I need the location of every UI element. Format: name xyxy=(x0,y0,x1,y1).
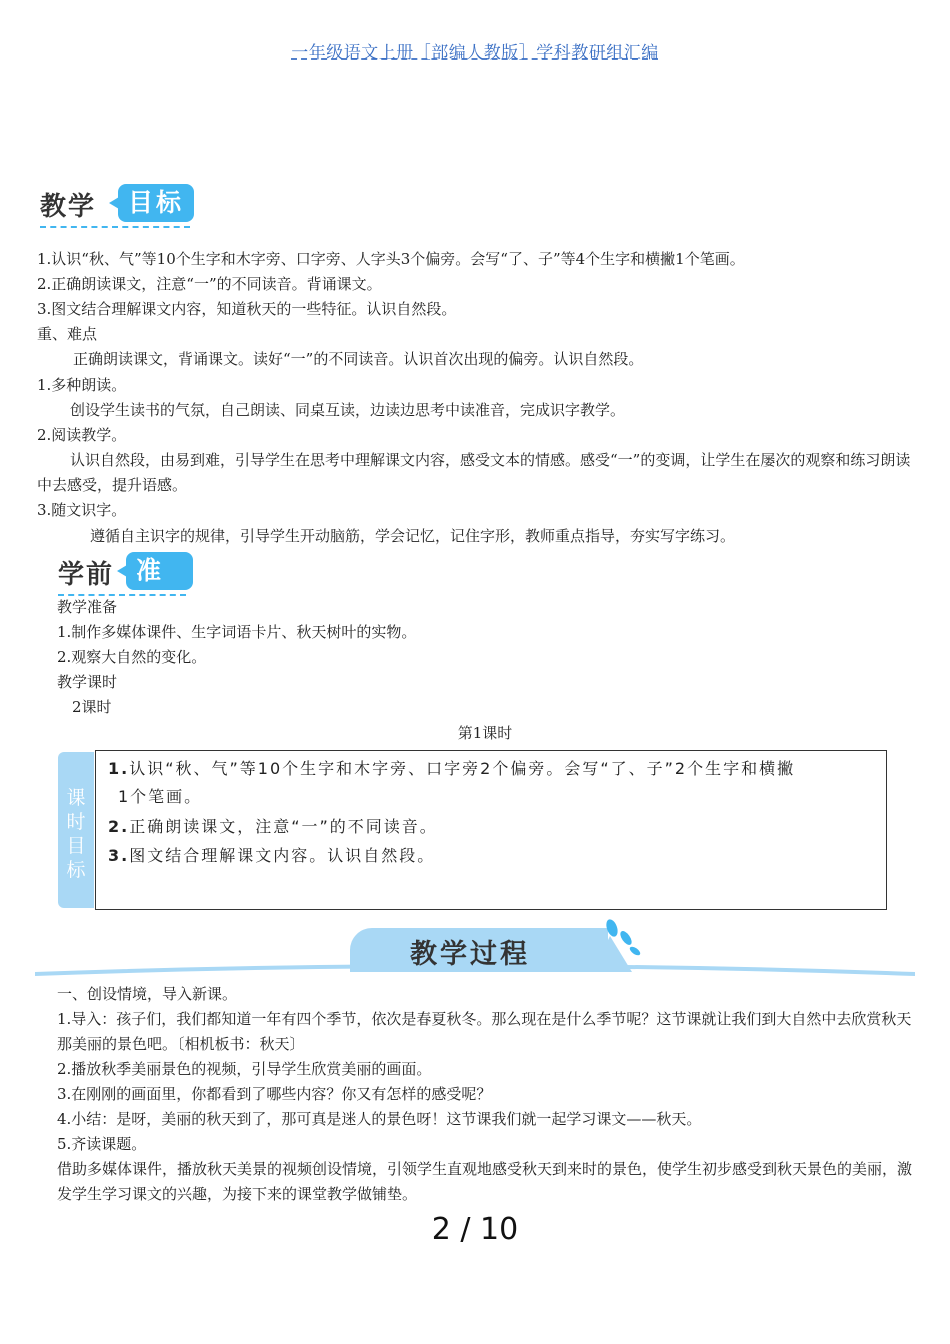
page-indicator: 2 / 10 xyxy=(431,1212,519,1247)
method-text-2: 认识自然段，由易到难，引导学生在思考中理解课文内容，感受文本的情感。感受“一”的变调，让学生在屡次的观察和练习朗读中去感受，提升语感。 xyxy=(37,451,911,494)
badge-dark-text: 教学 xyxy=(40,192,97,222)
goal-item-2 xyxy=(108,814,438,837)
objectives-badge xyxy=(40,184,195,224)
document-header: 一年级语文上册［部编人教版］学科教研组汇编 xyxy=(291,43,659,63)
process-item-2: 2.播放秋季美丽景色的视频，引导学生欣赏美丽的画面。 xyxy=(57,1060,432,1078)
periods-heading: 教学课时 xyxy=(57,673,118,691)
goal-num: 1. xyxy=(108,759,130,778)
method-text-1: 创设学生读书的气氛，自己朗读、同桌互读，边读边思考中读准音，完成识字教学。 xyxy=(70,401,626,419)
process-title: 教学过程 xyxy=(410,939,530,970)
process-item-1: 1.导入：孩子们，我们都知道一年有四个季节，依次是春夏秋冬。那么现在是什么季节呢？这节课就让我们到大自然中去欣赏秋天那美丽的景色吧。〔相机板书：秋天〕 xyxy=(57,1010,912,1053)
goal-item-1-cont xyxy=(118,784,202,807)
goal-item-1 xyxy=(108,756,795,779)
process-item-5: 5.齐读课题。 xyxy=(57,1135,147,1153)
objective-line-3: 3.图文结合理解课文内容，知道秋天的一些特征。认识自然段。 xyxy=(37,300,457,318)
prep-item-2: 2.观察大自然的变化。 xyxy=(57,648,207,666)
key-points-heading: 重、难点 xyxy=(37,325,98,343)
process-step-heading: 一、创设情境，导入新课。 xyxy=(57,985,238,1003)
process-summary: 借助多媒体课件，播放秋天美景的视频创设情境，引领学生直观地感受秋天到来时的景色，使学生初步感受到秋天景色的美丽，激发学生学习课文的兴趣，为接下来的课堂教学做铺垫。 xyxy=(57,1160,913,1203)
badge-underline xyxy=(40,226,190,228)
process-item-4: 4.小结：是呀，美丽的秋天到了，那可真是迷人的景色呀！这节课我们就一起学习课文——秋天。 xyxy=(57,1110,702,1128)
method-heading-2: 2.阅读教学。 xyxy=(37,426,127,444)
objective-line-2: 2.正确朗读课文，注意“一”的不同读音。背诵课文。 xyxy=(37,275,382,293)
water-drop-icon xyxy=(592,916,642,972)
goal-num: 3. xyxy=(108,846,130,865)
goal-item-3 xyxy=(108,843,435,866)
badge-tag: 目标 xyxy=(118,184,194,222)
goal-text: 正确朗读课文，注意“一”的不同读音。 xyxy=(129,817,438,836)
method-text-3: 遵循自主识字的规律，引导学生开动脑筋，学会记忆，记住字形，教师重点指导，夯实写字练习。 xyxy=(90,527,736,545)
process-item-3: 3.在刚刚的画面里，你都看到了哪些内容？你又有怎样的感受呢？ xyxy=(57,1085,492,1103)
lesson-label: 第1课时 xyxy=(457,724,513,742)
goal-num: 2. xyxy=(108,817,130,836)
goal-text: 1个笔画。 xyxy=(118,787,203,806)
goal-side-label: 课时目标 xyxy=(66,787,86,881)
badge-dark-text: 学前 xyxy=(58,560,115,590)
badge-tag: 准备 xyxy=(126,552,193,590)
prep-heading: 教学准备 xyxy=(57,598,118,616)
key-points-text: 正确朗读课文，背诵课文。读好“一”的不同读音。认识首次出现的偏旁。认识自然段。 xyxy=(73,350,644,368)
objective-line-1: 1.认识“秋、气”等10个生字和木字旁、口字旁、人字头3个偏旁。会写“了、子”等4个生字和横撇1个笔画。 xyxy=(37,250,745,268)
goal-text: 图文结合理解课文内容。认识自然段。 xyxy=(129,846,436,865)
prep-item-1: 1.制作多媒体课件、生字词语卡片、秋天树叶的实物。 xyxy=(57,623,417,641)
method-heading-3: 3.随文识字。 xyxy=(37,501,127,519)
goal-text: 认识“秋、气”等10个生字和木字旁、口字旁2个偏旁。会写“了、子”2个生字和横撇 xyxy=(129,759,796,778)
method-heading-1: 1.多种朗读。 xyxy=(37,376,127,394)
periods-value: 2课时 xyxy=(72,698,112,716)
